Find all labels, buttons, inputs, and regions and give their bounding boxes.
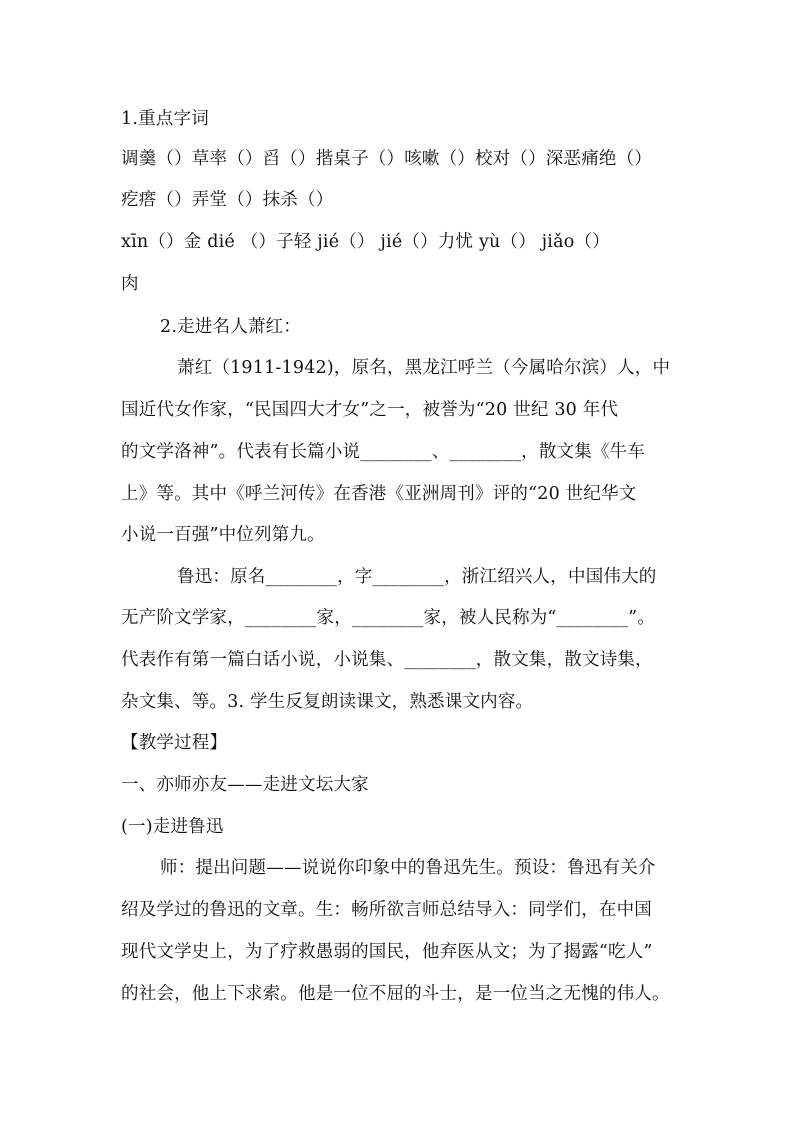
paragraph-line: 的文学洛神”。代表有长篇小说________、________，散文集《牛车 (121, 442, 646, 462)
paragraph-line: 绍及学过的鲁迅的文章。生：畅所欲言师总结导入：同学们，在中国 (121, 900, 652, 920)
paragraph-line: 的社会，他上下求索。他是一位不屈的斗士，是一位当之无愧的伟人。 (121, 984, 670, 1004)
paragraph-line: 小说一百强”中位列第九。 (121, 525, 325, 545)
section-heading-xiaohong: 2.走进名人萧红： (160, 317, 301, 337)
paragraph-line: 国近代女作家，“民国四大才女”之一，被誉为“20 世纪 30 年代 (121, 400, 619, 420)
paragraph-line: 上》等。其中《呼兰河传》在香港《亚洲周刊》评的“20 世纪华文 (121, 484, 637, 504)
paragraph-line: 鲁迅：原名________，字________，浙江绍兴人，中国伟大的 (177, 567, 657, 587)
paragraph-line: 杂文集、等。3. 学生反复朗读课文，熟悉课文内容。 (121, 692, 534, 712)
section-heading-key-words: 1.重点字词 (121, 109, 209, 129)
paragraph-line: 肉 (121, 274, 139, 294)
paragraph-line: 师：提出问题——说说你印象中的鲁迅先生。预设：鲁迅有关介 (160, 858, 656, 878)
section-heading-part-one: 一、亦师亦友——走进文坛大家 (121, 775, 369, 795)
paragraph-line: 无产阶文学家，________家，________家，被人民称为“________”。 (121, 608, 655, 628)
paragraph-line: 现代文学史上，为了疗救愚弱的国民，他弃医从文；为了揭露“吃人” (121, 942, 653, 962)
paragraph-line: 疙瘩（）弄堂（）抹杀（） (121, 190, 334, 210)
paragraph-line: 萧红（1911-1942)，原名，黑龙江呼兰（今属哈尔滨）人，中 (177, 358, 671, 378)
section-heading-teaching-process: 【教学过程】 (121, 733, 228, 753)
paragraph-line: xīn（）金 dié （）子轻 jié（） jié（）力忧 yù（） jiǎo（） (121, 232, 610, 252)
paragraph-line: 调羹（）草率（）舀（）揩桌子（）咳嗽（）校对（）深恶痛绝（） (121, 149, 652, 169)
paragraph-line: 代表作有第一篇白话小说，小说集、________，散文集，散文诗集， (121, 650, 653, 670)
subsection-heading-luxun: (一)走进鲁迅 (121, 817, 224, 837)
